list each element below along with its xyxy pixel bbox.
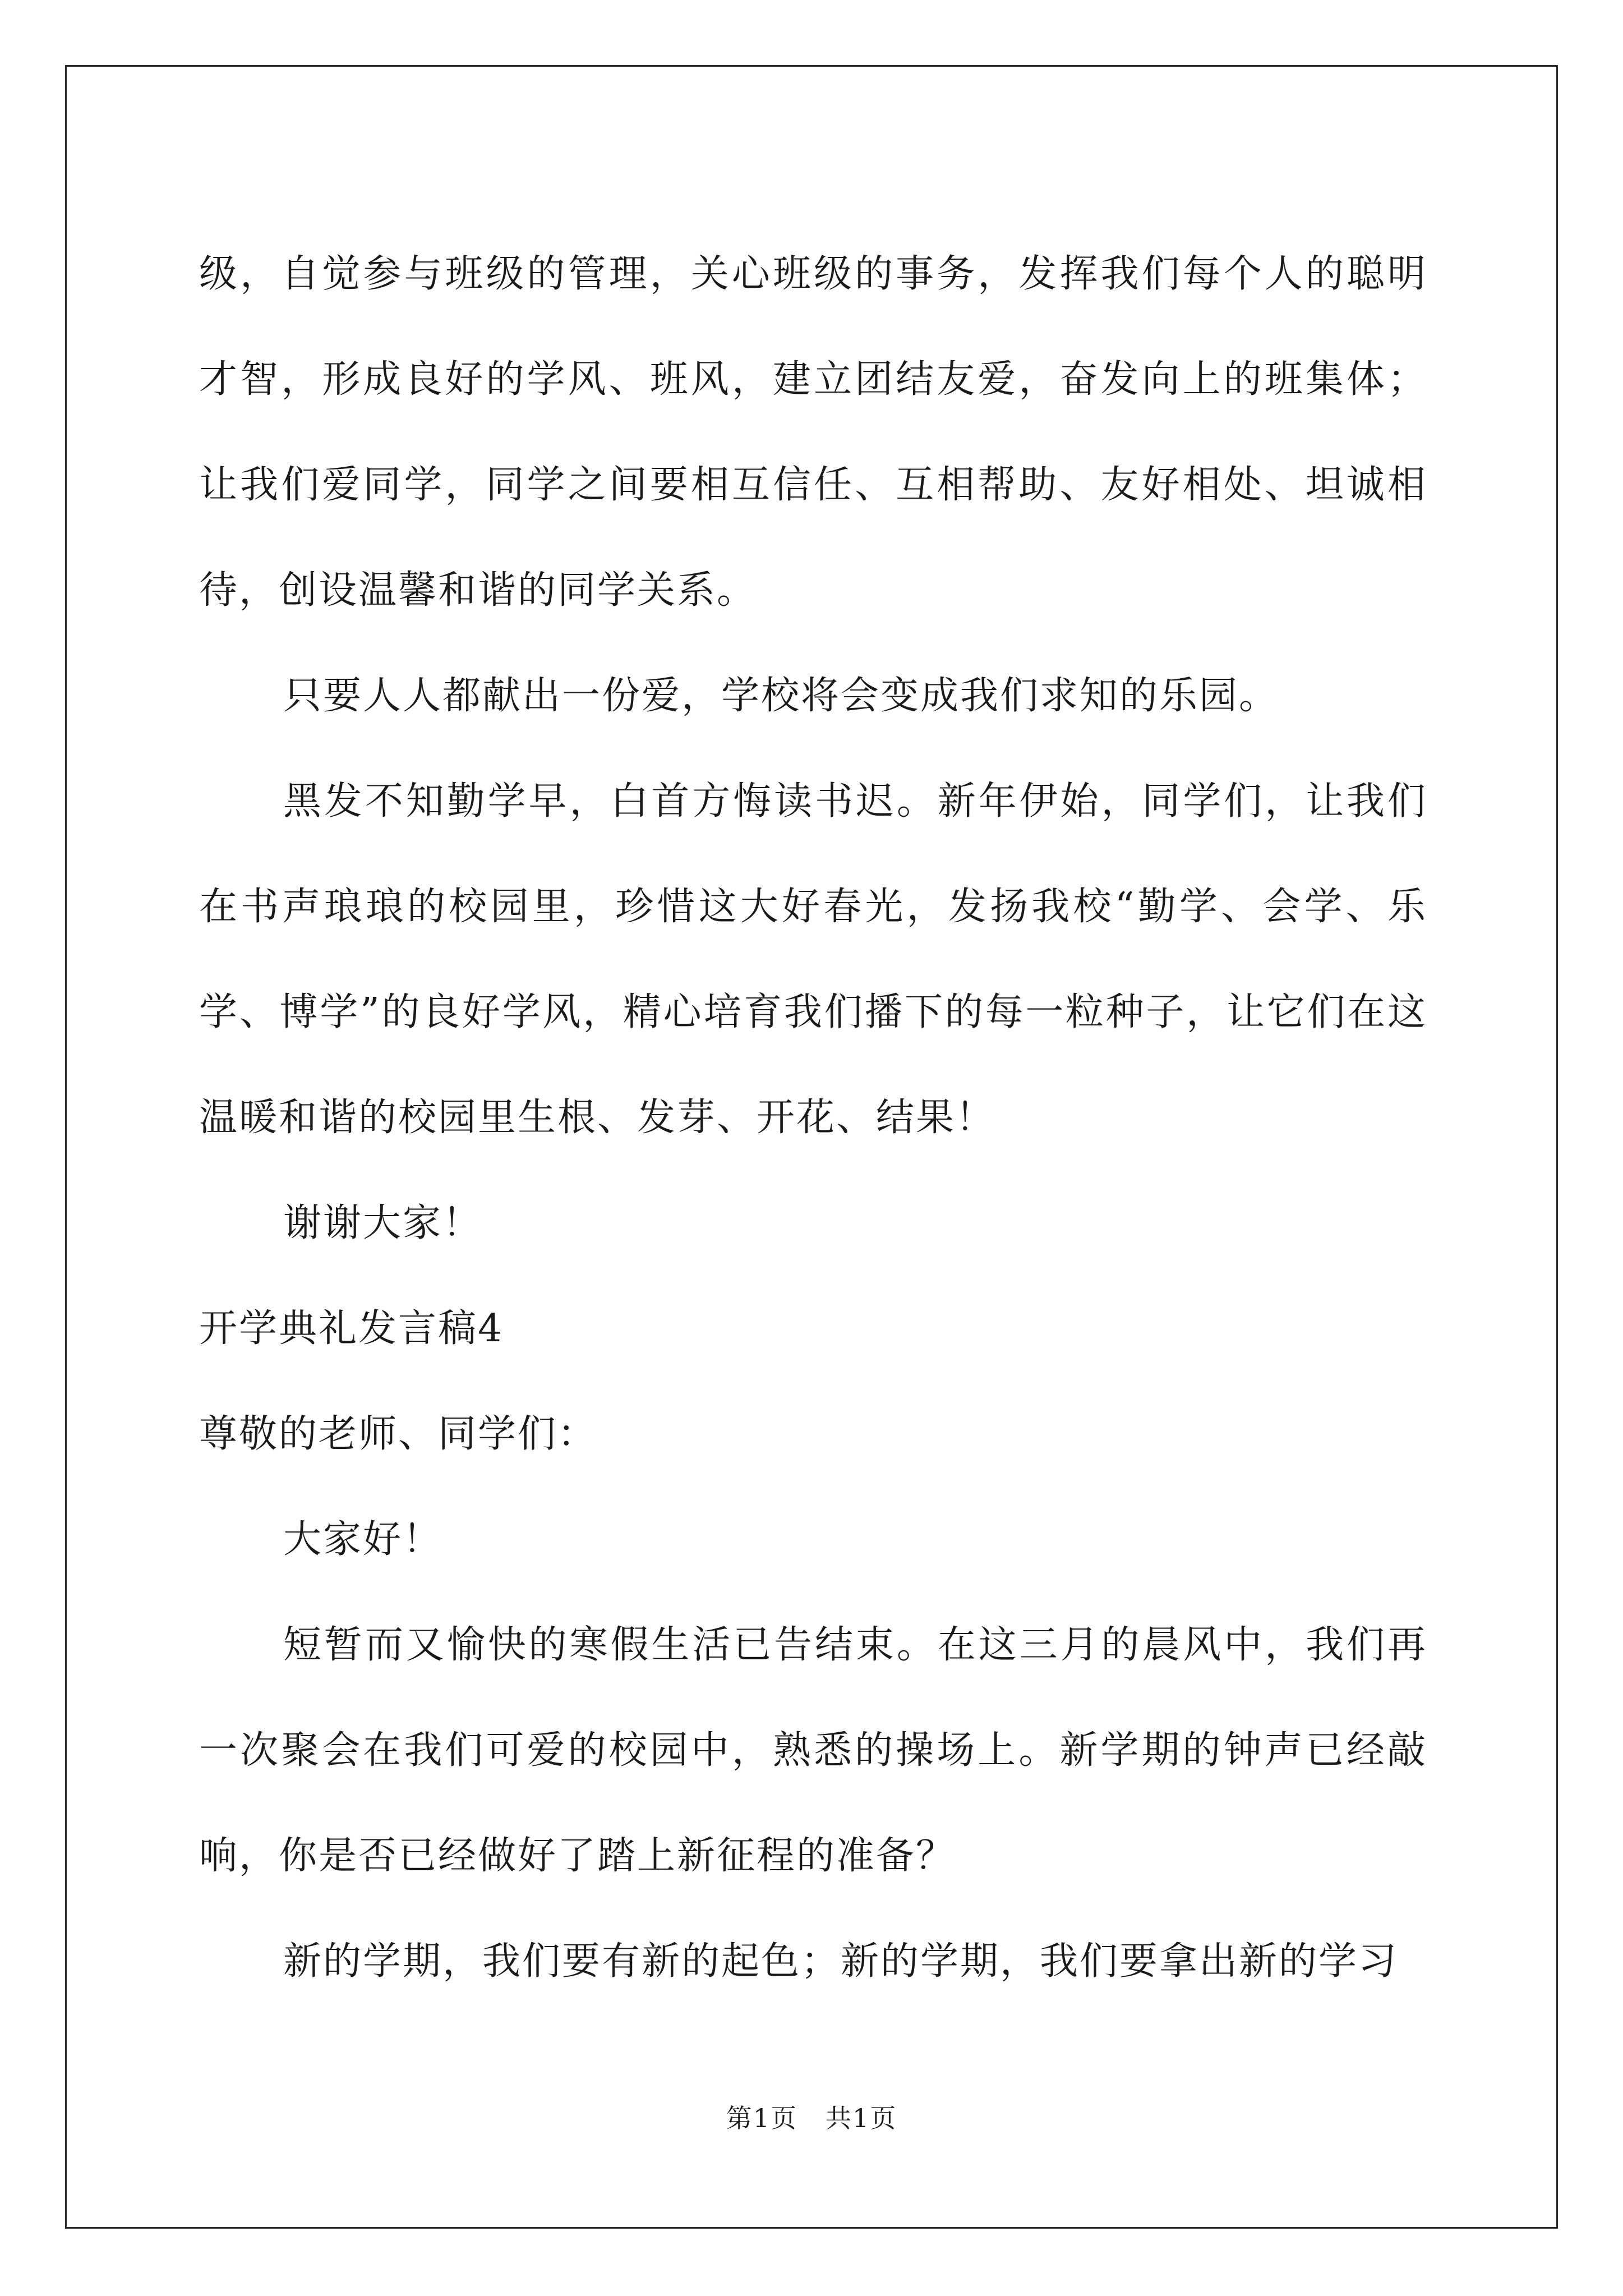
paragraph-class-collective: 级，自觉参与班级的管理，关心班级的事务，发挥我们每个人的聪明才智，形成良好的学风、班风，建立团结友爱，奋发向上的班集体；让我们爱同学，同学之间要相互信任、互相帮助、友好相处、坦诚相待，创设温馨和谐的同学关系。 bbox=[199, 252, 1427, 613]
paragraph-school-garden: 只要人人都献出一份爱，学校将会变成我们求知的乐园。 bbox=[283, 674, 1279, 718]
page-number: 第1页 bbox=[726, 2103, 797, 2133]
salutation: 尊敬的老师、同学们： bbox=[199, 1412, 598, 1456]
page-footer bbox=[0, 2098, 1623, 2135]
greeting: 大家好！ bbox=[283, 1517, 443, 1562]
paragraph-thanks: 谢谢大家！ bbox=[283, 1201, 483, 1245]
paragraph-winter-break: 短暂而又愉快的寒假生活已告结束。在这三月的晨风中，我们再一次聚会在我们可爱的校园中，熟悉的操场上。新学期的钟声已经敲响，你是否已经做好了踏上新征程的准备？ bbox=[199, 1623, 1427, 1878]
section-heading: 开学典礼发言稿4 bbox=[199, 1306, 504, 1351]
document-body bbox=[199, 222, 1427, 2014]
paragraph-new-year: 黑发不知勤学早，白首方悔读书迟。新年伊始，同学们，让我们在书声琅琅的校园里，珍惜这大好春光，发扬我校“勤学、会学、乐学、博学”的良好学风，精心培育我们播下的每一粒种子，让它们在这温暖和谐的校园里生根、发芽、开花、结果！ bbox=[199, 779, 1427, 1140]
page-total: 共1页 bbox=[826, 2103, 897, 2133]
paragraph-new-semester: 新的学期，我们要有新的起色；新的学期，我们要拿出新的学习 bbox=[283, 1939, 1399, 1984]
